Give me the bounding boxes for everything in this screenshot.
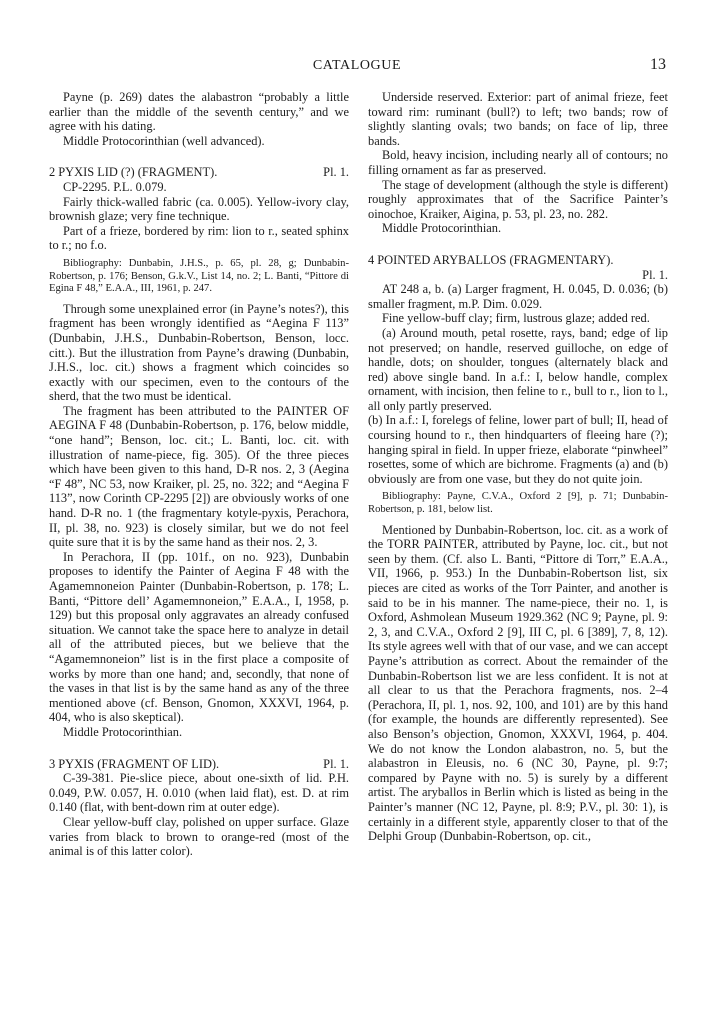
entry-2-fabric: Fairly thick-walled fabric (ca. 0.005). Yellow-ivory clay, brownish glaze; very fine technique. — [49, 194, 349, 224]
entry-2-discussion-1: Through some unexplained error (in Payne’s notes?), this fragment has been wrongly identified as “Aegina F 113” (Dunbabin, J.H.S., Dunbabin-Robertson, Benson, locc. citt.). But the illustration from Payne’s drawing (Dunbabin, J.H.S., loc. cit.) shows a fragment which coincides so exactly with our specimen, even to the contours of the sherd, that the two must be identical. — [49, 301, 349, 404]
entry-4-heading: 4 POINTED ARYBALLOS (FRAGMENTARY). — [368, 252, 614, 267]
entry-4-plate: Pl. 1. — [642, 267, 668, 282]
entry-3-heading: 3 PYXIS (FRAGMENT OF LID). — [49, 756, 220, 771]
intro-paragraph: Payne (p. 269) dates the alabastron “probably a little earlier than the middle of the seventh century,” and we agree with his dating. — [49, 90, 349, 134]
entry-3-ident: C-39-381. Pie-slice piece, about one-sixth of lid. P.H. 0.049, P.W. 0.057, H. 0.010 (when laid flat), est. D. at rim 0.140 (flat, with bent-down rim at outer edge). — [49, 771, 349, 815]
entry-2-ident: CP-2295. P.L. 0.079. — [63, 179, 167, 194]
entry-3-date: Middle Protocorinthian. — [382, 221, 502, 236]
entry-4-bibliography: Bibliography: Payne, C.V.A., Oxford 2 [9], p. 71; Dunbabin-Robertson, p. 181, below list. — [368, 491, 668, 516]
entry-3-fabric: Clear yellow-buff clay, polished on upper surface. Glaze varies from black to brown to orange-red (most of the animal is of this latter color). — [49, 814, 349, 859]
page-number: 13 — [650, 56, 666, 73]
left-column — [49, 90, 349, 859]
entry-2-bibliography-block — [49, 258, 349, 296]
page-header — [48, 56, 666, 80]
entry-3-incision: Bold, heavy incision, including nearly all of contours; no filling ornament as far as preserved. — [368, 148, 668, 177]
entry-3-heading-row — [49, 757, 349, 772]
entry-2-description: Part of a frieze, bordered by rim: lion to r., seated sphinx to r.; no f.o. — [49, 223, 349, 253]
entry-4-ident: AT 248 a, b. (a) Larger fragment, H. 0.045, D. 0.036; (b) smaller fragment, m.P. Dim. 0.029. — [368, 282, 668, 311]
entry-4-description-b: (b) In a.f.: I, forelegs of feline, lower part of bull; II, head of coursing hound to r., then hindquarters of fleeing hare (?); hanging spiral in field. In upper frieze, elaborate “pinwheel” rosettes, some of which are bichrome. Fragments (a) and (b) obviously are from one vase, but they do not quite join. — [368, 413, 668, 486]
entry-2-heading-row — [49, 165, 349, 180]
entry-2-discussion-3: In Perachora, II (pp. 101f., on no. 923), Dunbabin proposes to identify the Painter of Aegina F 48 with the Agamemnoneion Painter (Dunbabin-Robertson, p. 178; L. Banti, “Pittore dell’ Agamemnoneion,” E.A.A., I, 1958, p. 129) but this proposal only aggravates an already confused situation. We cannot take the space here to analyze in detail all of the attributed pieces, but we believe that the “Agamemnoneion” list is in the first place a composite of works by more than one hand; and, secondly, that none of the vases in that list is by the same hand as any of the three mentioned above (cf. Benson, Gnomon, XXXVI, 1964, p. 404, who is also skeptical). — [49, 549, 349, 725]
entry-2-date: Middle Protocorinthian. — [63, 724, 183, 739]
entry-3-plate: Pl. 1. — [323, 756, 349, 771]
right-column — [368, 90, 668, 844]
entry-3-exterior: Underside reserved. Exterior: part of animal frieze, feet toward rim: ruminant (bull?) to left; two bands; row of slightly slanting ovals; two bands; on face of lip, three bands. — [368, 90, 668, 148]
running-head: CATALOGUE — [312, 58, 402, 73]
entry-4-fabric: Fine yellow-buff clay; firm, lustrous glaze; added red. — [382, 311, 650, 326]
entry-2-heading: 2 PYXIS LID (?) (FRAGMENT). — [49, 165, 218, 180]
entry-4-description-a: (a) Around mouth, petal rosette, rays, band; edge of lip not preserved; on handle, reserved guilloche, on edge of handle, dots; on shoulder, tongues (alternately black and red) above single band. In a.f.: I, below handle, complex ornament, with incision, then feline to r., bull to r., lion to l., all only partly preserved. — [368, 325, 668, 413]
entry-2-bibliography: Bibliography: Dunbabin, J.H.S., p. 65, pl. 28, g; Dunbabin-Robertson, p. 176; Benson, G.k.V., List 14, no. 2; L. Banti, “Pittore di Egina F 48,” E.A.A., III, 1961, p. 247. — [49, 257, 349, 295]
entry-2-plate: Pl. 1. — [323, 165, 349, 180]
entry-3-discussion: The stage of development (although the style is different) roughly approximates that of the Sacrifice Painter’s oinochoe, Kraiker, Aigina, p. 53, pl. 23, no. 282. — [368, 177, 668, 221]
entry-4-discussion: Mentioned by Dunbabin-Robertson, loc. cit. as a work of the TORR PAINTER, attributed by Payne, loc. cit., but not seen by them. (Cf. also L. Banti, “Pittore di Torr,” E.A.A., VII, 1966, p. 953.) In the Dunbabin-Robertson list, six pieces are cited as works of the Torr Painter, and another is said to be in his manner. The name-piece, their no. 1, is Oxford, Ashmolean Museum 1929.362 (NC 9; Payne, pl. 9: 2, 3, and C.V.A., Oxford 2 [9], III C, pl. 6 [389], 7, 8, 12). Its style agrees well with that of our vase, and we can accept Payne’s attribution as correct. About the remainder of the Dunbabin-Robertson list we are less confident. It is not at all clear to us that the Perachora fragments, nos. 2–4 (Perachora, II, pl. 1, nos. 92, 100, and 101) are by this hand (for example, the hounds are differently represented). See also Benson’s objection, Gnomon, XXXVI, 1964, p. 404. We do not know the London alabastron, no. 5, but the alabastron in Eleusis, no. 6 (NC 30, Payne, pl. 9:7; compared by Payne with no. 5) is surely by a different artist. The aryballos in Berlin which is listed as being in the Painter’s manner (NC 12, Payne, pl. 8:9; P.V., pl. 30: 1), is certainly in a different style, apparently closer to that of the Delphi Group (Dunbabin-Robertson, op. cit., — [368, 522, 668, 844]
entry-2-discussion-2: The fragment has been attributed to the PAINTER OF AEGINA F 48 (Dunbabin-Robertson, p. 176, below middle, “one hand”; Benson, loc. cit.; L. Banti, loc. cit. with illustration of name-piece, fig. 305). Of the three pieces which have been given to this hand, D-R nos. 2, 3 (Aegina “F 48”, NC 53, now Kraiker, pl. 25, no. 322; and “Aegina F 113”, now Corinth CP-2295 [2]) are obviously works of one hand. D-R no. 1 (the fragmentary kotyle-pyxis, Perachora, II, pl. 38, no. 923) is closely similar, but we do not feel quite sure that it is by the same hand as their nos. 2, 3. — [49, 403, 349, 550]
intro-date: Middle Protocorinthian (well advanced). — [63, 133, 265, 148]
entry-4-heading-row — [368, 253, 668, 268]
entry-4-bibliography-block — [368, 491, 668, 516]
